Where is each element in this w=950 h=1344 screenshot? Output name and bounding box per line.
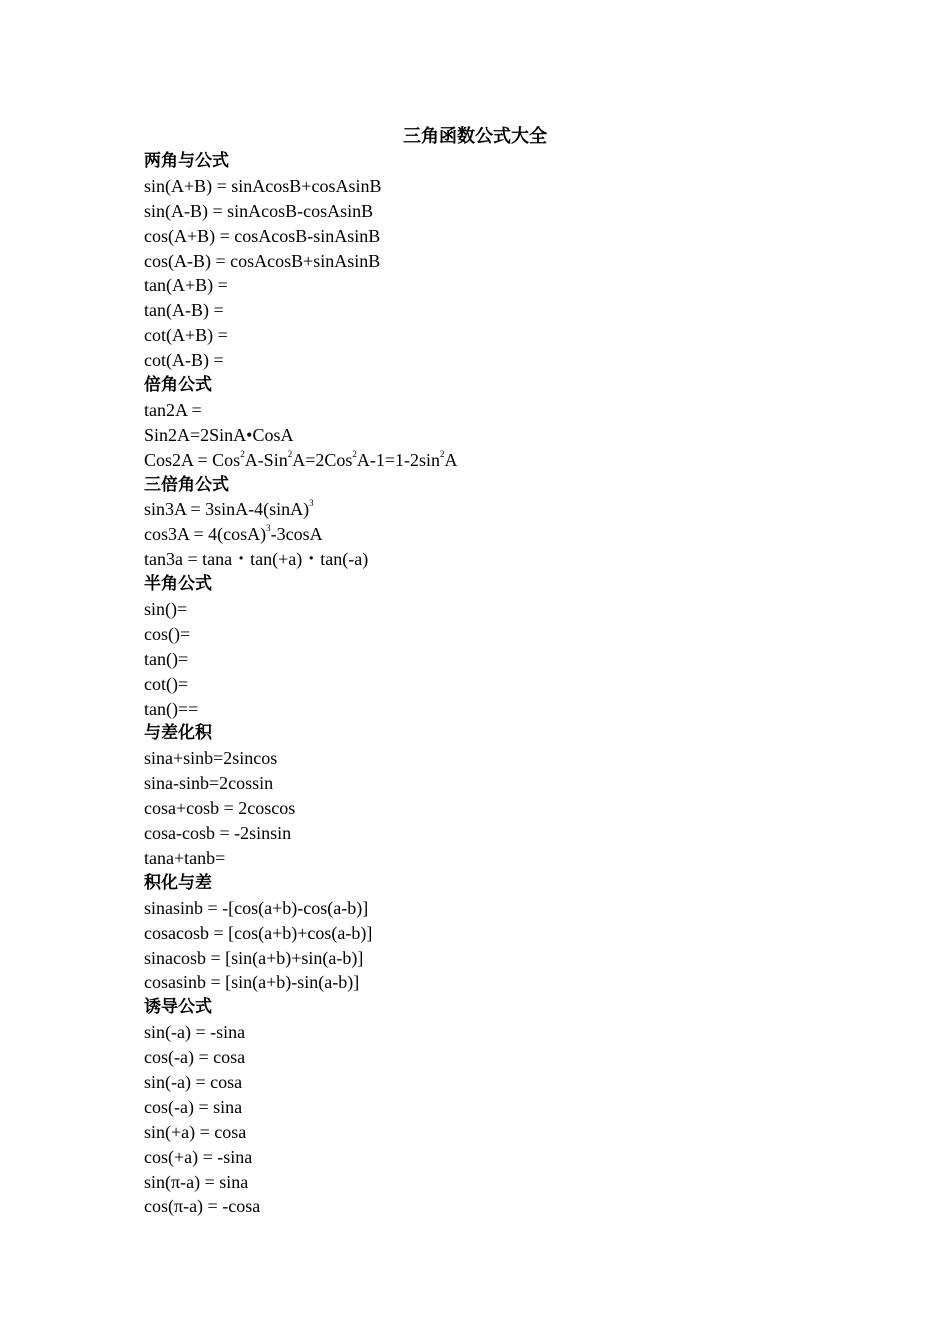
formula-line: cos(-a) = cosa — [144, 1047, 246, 1068]
formula-line: tan(A-B) = — [144, 300, 224, 321]
section-heading: 三倍角公式 — [144, 474, 229, 495]
formula-line: cosacosb = [cos(a+b)+cos(a-b)] — [144, 922, 373, 943]
formula-line: sinacosb = [sin(a+b)+sin(a-b)] — [144, 947, 364, 968]
formula-line: cos(A+B) = cosAcosB-sinAsinB — [144, 225, 381, 246]
formula-line: cos(-a) = sina — [144, 1096, 243, 1117]
formula-line: sina-sinb=2cossin — [144, 773, 274, 794]
formula-line: cos(+a) = -sina — [144, 1146, 253, 1167]
document-body — [144, 149, 844, 1219]
formula-line: sinasinb = -[cos(a+b)-cos(a-b)] — [144, 897, 369, 918]
formula-line: sin()= — [144, 599, 188, 620]
formula-line: cos(π-a) = -cosa — [144, 1196, 261, 1217]
formula-line: $\cos 3A = 4(\cos A)^3-3\cos A$ — [144, 523, 323, 545]
formula-line: sin(A-B) = sinAcosB-cosAsinB — [144, 200, 374, 221]
formula-line: tan(A+B) = — [144, 275, 228, 296]
formula-line: cosasinb = [sin(a+b)-sin(a-b)] — [144, 972, 360, 993]
formula-line: cos(A-B) = cosAcosB+sinAsinB — [144, 250, 381, 271]
formula-line: tan3a = tana・tan(+a)・tan(-a) — [144, 549, 369, 570]
formula-line: cos()= — [144, 623, 191, 644]
section-heading: 倍角公式 — [144, 375, 212, 396]
formula-line: cosa+cosb = 2coscos — [144, 798, 296, 819]
section-heading: 与差化积 — [144, 723, 212, 744]
formula-line: sin(+a) = cosa — [144, 1121, 247, 1142]
section-heading: 半角公式 — [144, 574, 212, 595]
formula-line: cot(A-B) = — [144, 350, 224, 371]
formula-line: tana+tanb= — [144, 847, 226, 868]
section-heading: 诱导公式 — [144, 997, 212, 1018]
formula-line: tan2A = — [144, 399, 202, 420]
formula-line: cot()= — [144, 673, 189, 694]
formula-line: sin(π-a) = sina — [144, 1171, 249, 1192]
formula-line: sin(A+B) = sinAcosB+cosAsinB — [144, 175, 382, 196]
formula-line: tan()== — [144, 698, 199, 719]
formula-line: $\sin 3A = 3\sin A-4(\sin A)^3$ — [144, 498, 314, 520]
formula-line: cot(A+B) = — [144, 325, 228, 346]
formula-line: sin(-a) = cosa — [144, 1071, 243, 1092]
formula-line: $Cos2A = Cos^2A-Sin^2A=2Cos^2A-1=1-2\sin^2A$ — [144, 448, 458, 470]
section-heading: 两角与公式 — [144, 151, 229, 171]
document-title: 三角函数公式大全 — [403, 126, 547, 147]
formula-line: tan()= — [144, 648, 189, 669]
formula-line: cosa-cosb = -2sinsin — [144, 823, 292, 844]
section-heading: 积化与差 — [144, 872, 212, 893]
formula-line: sina+sinb=2sincos — [144, 748, 278, 769]
formula-line: sin(-a) = -sina — [144, 1022, 246, 1043]
formula-line: Sin2A=2SinA•CosA — [144, 424, 294, 445]
